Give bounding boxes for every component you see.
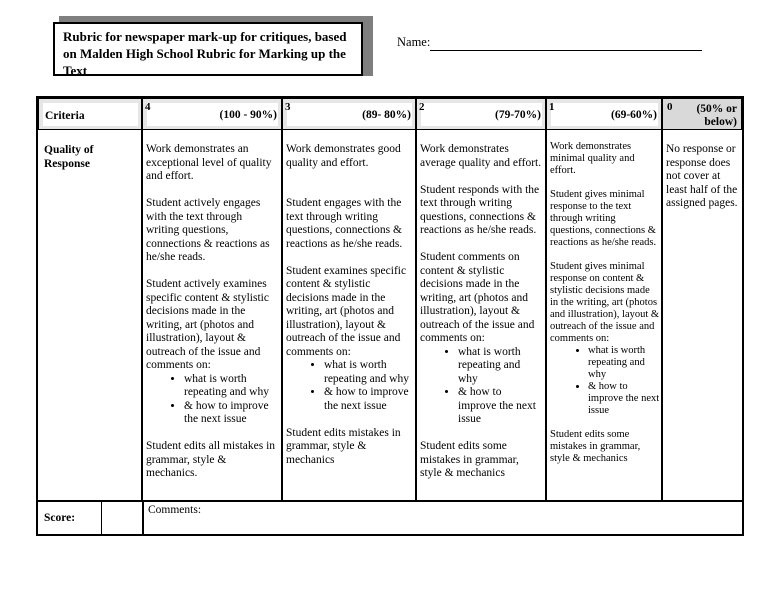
grade-4-bullet-2: • & how to improve the next issue	[184, 400, 278, 427]
grade-0-description	[666, 143, 740, 211]
grade-3-p4: Student edits mistakes in grammar, style & mechanics	[286, 426, 401, 466]
grade-1-bullet-1: • what is worth repeating and why	[588, 345, 660, 381]
grade-4-header	[142, 98, 282, 130]
score-input[interactable]	[102, 502, 142, 534]
grade-1-p1: Work demonstrates minimal quality and effort.	[550, 141, 635, 176]
grade-4-p2: Student actively engages with the text through writing questions, connections & reactions as he/she reads.	[146, 197, 270, 263]
grade-3-header	[282, 98, 416, 130]
grade-1-p4: Student edits some mistakes in grammar, style & mechanics	[550, 429, 641, 464]
grade-0-p1: No response or response does not cover at least half of the assigned pages.	[666, 143, 738, 209]
column-divider	[141, 130, 143, 502]
grade-4-p3: Student actively examines specific content & stylistic decisions made in the writing, art (photos and illustration), layout & outreach of the issue and comments on:	[146, 278, 269, 371]
criteria-header-cell	[38, 98, 142, 130]
grade-4-description	[146, 143, 278, 481]
grade-3-description	[286, 143, 412, 467]
grade-3-p1: Work demonstrates good quality and effort.	[286, 143, 401, 169]
grade-1-bullet-2: • & how to improve the next issue	[588, 381, 660, 417]
grade-3-bullet-1: • what is worth repeating and why	[324, 359, 412, 386]
grade-4-p1: Work demonstrates an exceptional level of quality and effort.	[146, 143, 272, 182]
column-divider	[415, 130, 417, 502]
grade-3-bullet-2: • & how to improve the next issue	[324, 386, 412, 413]
grade-2-number: 2	[419, 101, 425, 113]
document-title: Rubric for newspaper mark-up for critiques, based on Malden High School Rubric for Marking up the Text	[53, 22, 363, 76]
grade-1-p3: Student gives minimal response on content & stylistic decisions made in the writing, art (photos and illustration), layout & outreach of the issue and comments on:	[550, 261, 660, 344]
grade-1-description	[550, 141, 660, 465]
grade-4-bullet-1: • what is worth repeating and why	[184, 373, 278, 400]
grade-1-range: (69-60%)	[611, 109, 657, 121]
column-divider	[281, 130, 283, 502]
grade-2-bullet-1: • what is worth repeating and why	[458, 346, 542, 387]
column-divider	[661, 130, 663, 502]
grade-2-p1: Work demonstrates average quality and effort.	[420, 143, 542, 169]
comments-field[interactable]	[142, 502, 742, 534]
criteria-header: Criteria	[45, 110, 85, 122]
grade-3-number: 3	[285, 101, 291, 113]
score-label: Score:	[38, 502, 102, 534]
name-label: Name:	[397, 35, 431, 49]
grade-3-p2: Student engages with the text through writing questions, connections & reactions as he/she reads.	[286, 197, 403, 250]
grade-3-range: (89- 80%)	[362, 109, 411, 121]
name-field-line[interactable]	[430, 50, 702, 51]
grade-1-p2: Student gives minimal response to the text through writing questions, connections & reactions as he/she reads.	[550, 189, 657, 248]
comments-label: Comments:	[148, 504, 202, 516]
grade-2-description	[420, 143, 542, 481]
grade-4-p4: Student edits all mistakes in grammar, style & mechanics.	[146, 440, 276, 479]
grade-2-p4: Student edits some mistakes in grammar, style & mechanics	[420, 440, 519, 479]
grade-4-number: 4	[145, 101, 151, 113]
grade-0-number: 0	[667, 101, 673, 113]
grade-0-header	[662, 98, 742, 130]
grade-2-p3: Student comments on content & stylistic decisions made in the writing, art (photos and illustration), layout & outreach of the issue and comments on:	[420, 251, 535, 344]
grade-2-p2: Student responds with the text through writing questions, connections & reactions as he/she reads.	[420, 183, 540, 236]
grade-2-range: (79-70%)	[495, 109, 541, 121]
grade-4-range: (100 - 90%)	[219, 109, 277, 121]
column-divider	[545, 130, 547, 502]
rubric-table	[36, 96, 744, 536]
grade-2-bullet-2: • & how to improve the next issue	[458, 386, 542, 427]
grade-3-p3: Student examines specific content & stylistic decisions made in the writing, art (photos and illustration), layout & outreach of the issue and comments on:	[286, 264, 407, 358]
grade-1-number: 1	[549, 101, 555, 113]
grade-2-header	[416, 98, 546, 130]
grade-0-range: (50% or below)	[696, 103, 737, 128]
row-label-quality: Quality of Response	[44, 144, 94, 170]
grade-1-header	[546, 98, 662, 130]
